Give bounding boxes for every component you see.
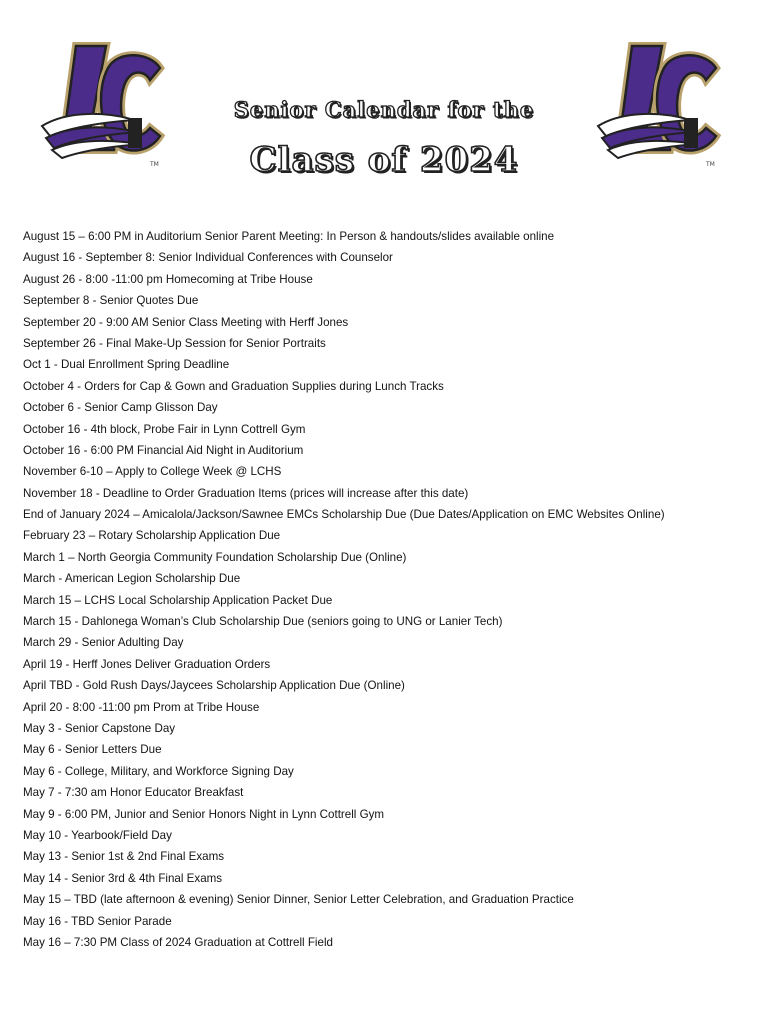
svg-text:TM: TM [150, 161, 159, 168]
list-item: Oct 1 - Dual Enrollment Spring Deadline [23, 358, 230, 372]
list-item: May 6 - College, Military, and Workforce Signing Day [23, 764, 294, 778]
list-item: End of January 2024 – Amicalola/Jackson/Sawnee EMCs Scholarship Due (Due Dates/Application on EMC Websites Online) [23, 508, 665, 522]
list-item: October 6 - Senior Camp Glisson Day [23, 401, 218, 415]
list-item: May 9 - 6:00 PM, Junior and Senior Honors Night in Lynn Cottrell Gym [23, 807, 385, 821]
list-item: May 6 - Senior Letters Due [23, 743, 162, 757]
list-item: September 8 - Senior Quotes Due [23, 294, 199, 308]
list-item: May 14 - Senior 3rd & 4th Final Exams [23, 871, 223, 885]
list-item: November 6-10 – Apply to College Week @ LCHS [23, 465, 282, 479]
list-item: October 16 - 6:00 PM Financial Aid Night in Auditorium [23, 443, 304, 457]
list-item: August 26 - 8:00 -11:00 pm Homecoming at Tribe House [23, 272, 313, 286]
list-item: May 7 - 7:30 am Honor Educator Breakfast [23, 786, 244, 800]
list-item: February 23 – Rotary Scholarship Application Due [23, 529, 281, 543]
list-item: September 20 - 9:00 AM Senior Class Meeting with Herff Jones [23, 315, 349, 329]
list-item: March - American Legion Scholarship Due [23, 572, 241, 586]
list-item: March 15 – LCHS Local Scholarship Application Packet Due [23, 593, 333, 607]
list-item: May 3 - Senior Capstone Day [23, 721, 176, 735]
list-item: May 10 - Yearbook/Field Day [23, 828, 172, 842]
title-line-2: Class of 2024 [249, 140, 519, 180]
list-item: November 18 - Deadline to Order Graduation Items (prices will increase after this date) [23, 486, 469, 500]
list-item: April 20 - 8:00 -11:00 pm Prom at Tribe House [23, 700, 260, 714]
list-item: October 4 - Orders for Cap & Gown and Graduation Supplies during Lunch Tracks [23, 379, 444, 393]
event-list [23, 226, 758, 953]
list-item: April TBD - Gold Rush Days/Jaycees Scholarship Application Due (Online) [23, 679, 405, 693]
list-item: August 16 - September 8: Senior Individual Conferences with Counselor [23, 251, 393, 265]
list-item: May 16 - TBD Senior Parade [23, 914, 172, 928]
title-line-1: Senior Calendar for the [233, 97, 535, 122]
list-item: May 13 - Senior 1st & 2nd Final Exams [23, 850, 225, 864]
list-item: September 26 - Final Make-Up Session for Senior Portraits [23, 336, 326, 350]
list-item: October 16 - 4th block, Probe Fair in Lynn Cottrell Gym [23, 422, 306, 436]
list-item: March 1 – North Georgia Community Foundation Scholarship Due (Online) [23, 550, 407, 564]
list-item: May 15 – TBD (late afternoon & evening) Senior Dinner, Senior Letter Celebration, and Graduation Practice [23, 893, 574, 907]
list-item: August 15 – 6:00 PM in Auditorium Senior Parent Meeting: In Person & handouts/slides available online [23, 230, 555, 243]
svg-text:TM: TM [706, 161, 715, 168]
list-item: March 29 - Senior Adulting Day [23, 636, 184, 650]
list-item: May 16 – 7:30 PM Class of 2024 Graduation at Cottrell Field [23, 935, 333, 949]
list-item: March 15 - Dahlonega Woman’s Club Scholarship Due (seniors going to UNG or Lanier Tech) [23, 615, 503, 629]
list-item: April 19 - Herff Jones Deliver Graduation Orders [23, 657, 271, 671]
